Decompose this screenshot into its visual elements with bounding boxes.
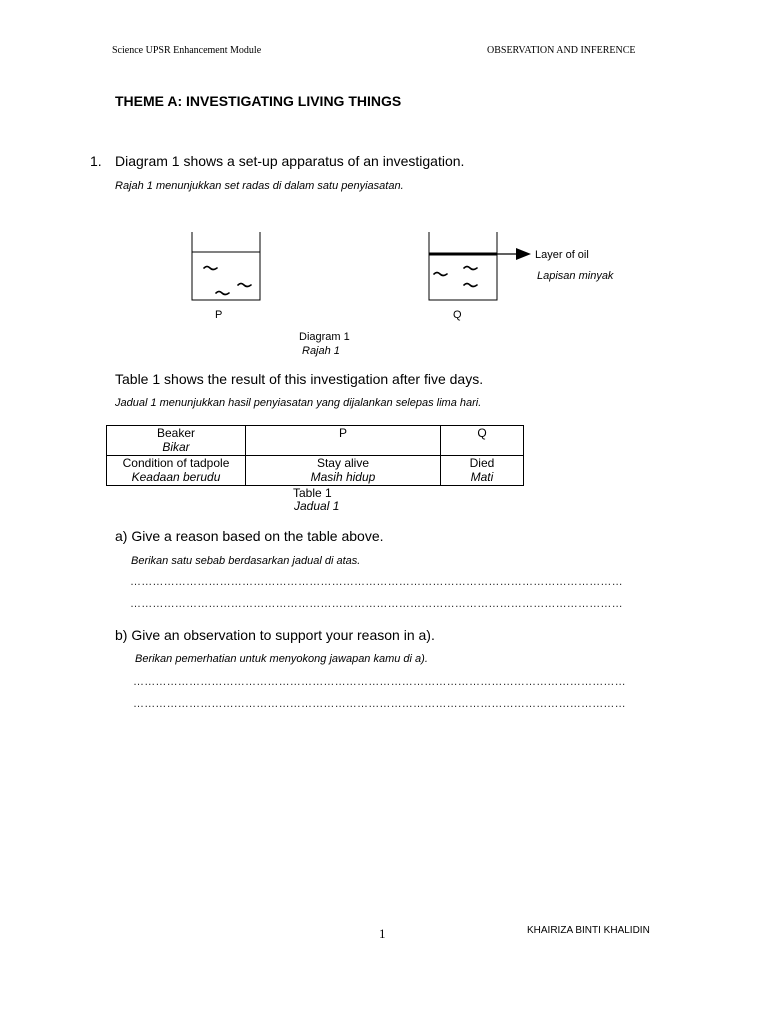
answer-line[interactable]: …………………………………………………………………………………………………………………… (130, 598, 623, 610)
cell-text: Beaker (156, 426, 196, 440)
answer-line[interactable]: …………………………………………………………………………………………………………………… (133, 698, 626, 710)
table-cell (246, 426, 441, 456)
oil-label-ms: Lapisan minyak (537, 270, 614, 282)
question-text-ms: Rajah 1 menunjukkan set radas di dalam satu penyiasatan. (115, 180, 404, 192)
table-caption-ms: Jadual 1 (294, 499, 340, 513)
beaker-q (429, 232, 497, 300)
header-section-title: OBSERVATION AND INFERENCE (487, 45, 636, 56)
results-table (106, 425, 524, 486)
cell-text-ms: Mati (470, 470, 494, 484)
table-cell (107, 456, 246, 486)
cell-text-ms: Masih hidup (310, 470, 376, 484)
diagram-caption: Diagram 1 (299, 331, 350, 343)
page-number: 1 (379, 926, 386, 941)
tadpole-icon (434, 267, 477, 287)
oil-label: Layer of oil (535, 249, 589, 261)
answer-line[interactable]: …………………………………………………………………………………………………………………… (133, 676, 626, 688)
table-row (107, 456, 524, 486)
beaker-q-label: Q (453, 309, 462, 321)
beaker-p-label: P (215, 309, 223, 321)
part-b-question-ms: Berikan pemerhatian untuk menyokong jawapan kamu di a). (135, 653, 428, 665)
arrow-head-icon (516, 248, 531, 260)
part-b-question: b) Give an observation to support your reason in a). (115, 627, 435, 643)
table-cell (440, 456, 523, 486)
question-number: 1. (90, 153, 102, 169)
diagram-caption-ms: Rajah 1 (302, 345, 340, 357)
cell-text: Q (477, 426, 487, 440)
cell-text: Condition of tadpole (122, 456, 230, 470)
table-cell (440, 426, 523, 456)
footer-author: KHAIRIZA BINTI KHALIDIN (527, 925, 650, 936)
header-module-title: Science UPSR Enhancement Module (112, 45, 262, 56)
cell-text-ms: Keadaan berudu (131, 470, 221, 484)
cell-text-ms: Bikar (162, 440, 190, 454)
table-intro: Table 1 shows the result of this investigation after five days. (115, 371, 484, 387)
theme-title: THEME A: INVESTIGATING LIVING THINGS (115, 93, 402, 109)
table-cell (107, 426, 246, 456)
diagram-1 (0, 0, 768, 360)
table-caption: Table 1 (293, 486, 332, 500)
question-text: Diagram 1 shows a set-up apparatus of an investigation. (115, 153, 465, 169)
table-cell (246, 456, 441, 486)
table-intro-ms: Jadual 1 menunjukkan hasil penyiasatan yang dijalankan selepas lima hari. (115, 397, 482, 409)
part-a-question: a) Give a reason based on the table above. (115, 528, 384, 544)
cell-text: Stay alive (316, 456, 369, 470)
beaker-p (192, 232, 260, 300)
cell-text: P (338, 426, 347, 440)
answer-line[interactable]: …………………………………………………………………………………………………………………… (130, 576, 623, 588)
part-a-question-ms: Berikan satu sebab berdasarkan jadual di atas. (131, 555, 361, 567)
table-row (107, 426, 524, 456)
tadpole-icon (204, 267, 251, 295)
cell-text: Died (469, 456, 495, 470)
